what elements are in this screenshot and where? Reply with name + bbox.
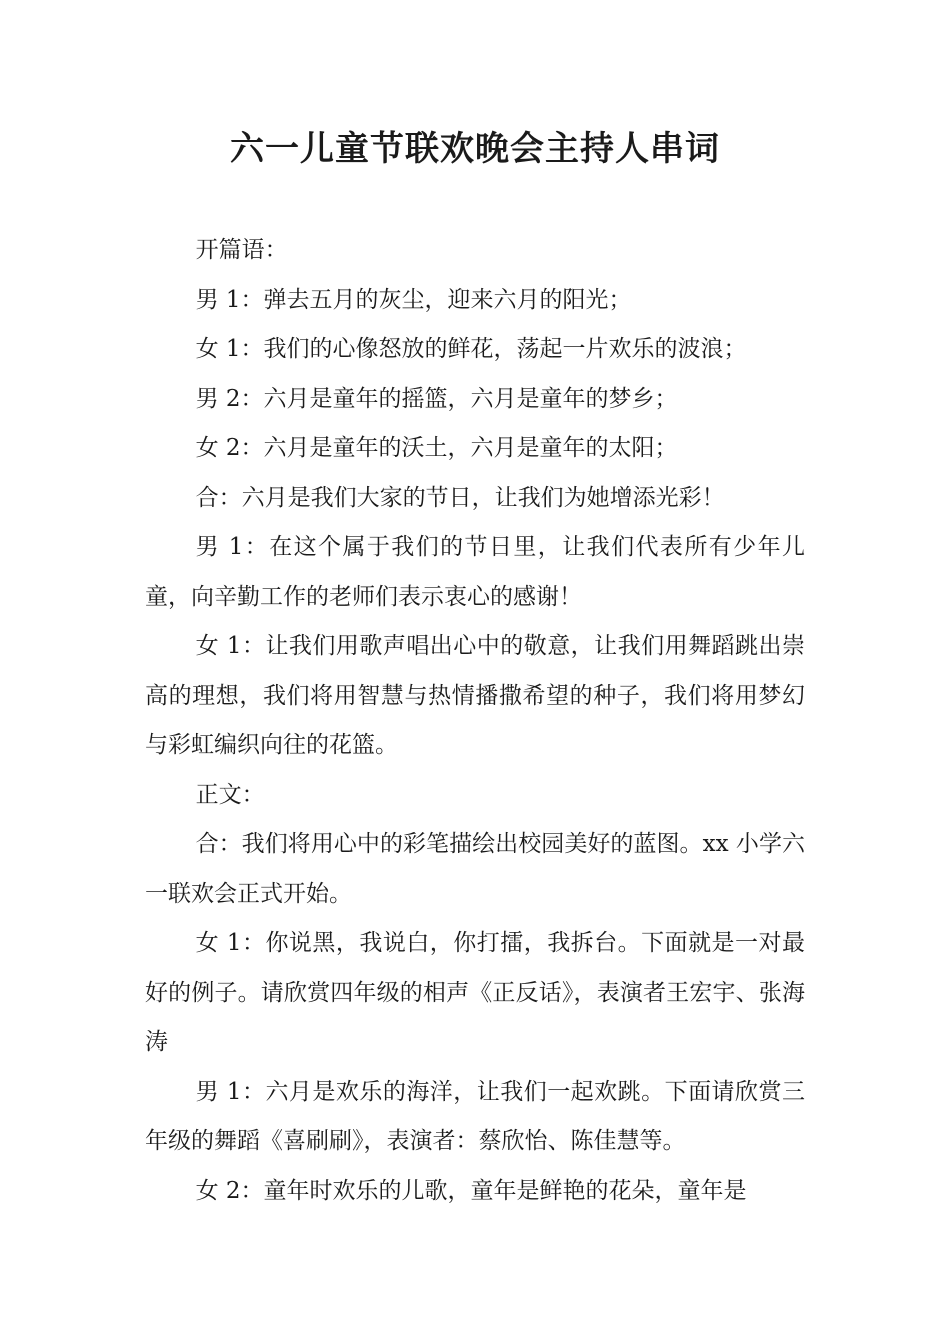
paragraph-line: 女 2：童年时欢乐的儿歌，童年是鲜艳的花朵，童年是 bbox=[195, 1177, 747, 1204]
paragraph-line: 女 2：六月是童年的沃土，六月是童年的太阳； bbox=[195, 435, 678, 461]
paragraph-main-label: 正文： bbox=[195, 781, 265, 808]
document-body bbox=[145, 226, 805, 1216]
paragraph-line: 女 1：我们的心像怒放的鲜花，荡起一片欢乐的波浪； bbox=[195, 336, 747, 362]
paragraph-line: 合：六月是我们大家的节日，让我们为她增添光彩！ bbox=[195, 484, 725, 511]
paragraph-line: 男 1：六月是欢乐的海洋，让我们一起欢跳。下面请欣赏三年级的舞蹈《喜刷刷》，表演者：蔡欣怡、陈佳慧等。 bbox=[145, 1078, 805, 1154]
paragraph-line: 女 1：你说黑，我说白，你打擂，我拆台。下面就是一对最好的例子。请欣赏四年级的相声《正反话》，表演者王宏宇、张海涛 bbox=[145, 930, 805, 1055]
paragraph-line: 男 2：六月是童年的摇篮，六月是童年的梦乡； bbox=[195, 385, 678, 412]
paragraph-line: 女 1：让我们用歌声唱出心中的敬意，让我们用舞蹈跳出崇高的理想，我们将用智慧与热情播撒希望的种子，我们将用梦幻与彩虹编织向往的花篮。 bbox=[145, 633, 805, 758]
paragraph-opening-label: 开篇语： bbox=[195, 237, 288, 263]
paragraph-line: 男 1：弹去五月的灰尘，迎来六月的阳光； bbox=[195, 286, 632, 313]
paragraph-line: 男 1：在这个属于我们的节日里，让我们代表所有少年儿童，向辛勤工作的老师们表示衷心的感谢！ bbox=[145, 534, 805, 610]
document-title: 六一儿童节联欢晚会主持人串词 bbox=[230, 129, 720, 169]
paragraph-line: 合：我们将用心中的彩笔描绘出校园美好的蓝图。xx 小学六一联欢会正式开始。 bbox=[145, 831, 805, 907]
